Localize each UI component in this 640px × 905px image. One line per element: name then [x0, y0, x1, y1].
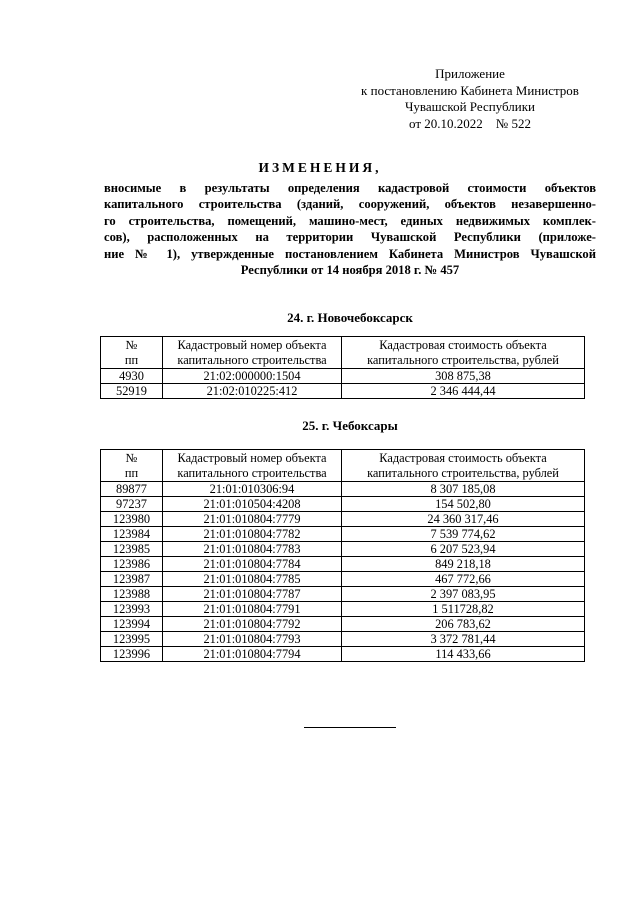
table-row [101, 482, 585, 497]
subtitle-line: капитального строительства (зданий, сооружений, объектов незавершенно- [104, 197, 596, 212]
table-header-row [101, 337, 585, 369]
row-cadastral-value: 6 207 523,94 [342, 542, 585, 557]
subtitle-line: ние № 1), утвержденные постановлением Кабинета Министров Чувашской [104, 246, 596, 261]
table-row [101, 602, 585, 617]
row-number: 123987 [101, 572, 163, 587]
table-row [101, 527, 585, 542]
appendix-line: к постановлению Кабинета Министров [361, 82, 579, 98]
header-text: капитального строительства, рублей [367, 465, 559, 480]
table-row [101, 369, 585, 384]
row-number: 123996 [101, 647, 163, 662]
appendix-line: Приложение [435, 66, 505, 81]
header-text: Кадастровый номер объекта [177, 451, 327, 465]
row-cadastral-value: 206 783,62 [342, 617, 585, 632]
row-number: 89877 [101, 482, 163, 497]
header-text: № [125, 451, 138, 465]
table-row [101, 632, 585, 647]
header-text: капитального строительства, рублей [367, 352, 559, 367]
table-row [101, 557, 585, 572]
row-cadastral-number: 21:01:010804:7787 [163, 587, 342, 602]
row-cadastral-value: 8 307 185,08 [342, 482, 585, 497]
table-row [101, 384, 585, 399]
header-number [101, 450, 163, 482]
table-row [101, 512, 585, 527]
row-cadastral-value: 849 218,18 [342, 557, 585, 572]
header-cadastral-number [163, 337, 342, 369]
cadastral-table-cheboksary [100, 449, 585, 662]
section-title-cheboksary: 25. г. Чебоксары [302, 418, 398, 433]
row-cadastral-value: 154 502,80 [342, 497, 585, 512]
header-text: капитального строительства [177, 465, 327, 480]
table-row [101, 617, 585, 632]
row-cadastral-value: 7 539 774,62 [342, 527, 585, 542]
row-cadastral-number: 21:01:010504:4208 [163, 497, 342, 512]
table-header-row [101, 450, 585, 482]
header-text: капитального строительства [177, 352, 327, 367]
row-number: 52919 [101, 384, 163, 399]
row-cadastral-value: 308 875,38 [342, 369, 585, 384]
document-subtitle [104, 180, 596, 278]
row-number: 123995 [101, 632, 163, 647]
row-number: 4930 [101, 369, 163, 384]
row-cadastral-number: 21:01:010804:7792 [163, 617, 342, 632]
document-title: ИЗМЕНЕНИЯ, [258, 160, 382, 175]
row-number: 123994 [101, 617, 163, 632]
row-cadastral-number: 21:01:010804:7794 [163, 647, 342, 662]
row-cadastral-value: 1 511728,82 [342, 602, 585, 617]
row-number: 123984 [101, 527, 163, 542]
table-row [101, 572, 585, 587]
row-cadastral-value: 2 346 444,44 [342, 384, 585, 399]
row-cadastral-number: 21:01:010804:7793 [163, 632, 342, 647]
header-text: пп [124, 352, 139, 367]
end-of-document-rule [304, 727, 396, 728]
appendix-date-number: от 20.10.2022 № 522 [409, 115, 531, 131]
row-cadastral-number: 21:01:010804:7784 [163, 557, 342, 572]
table-row [101, 497, 585, 512]
row-cadastral-number: 21:01:010804:7782 [163, 527, 342, 542]
header-cadastral-value [342, 450, 585, 482]
header-cadastral-value [342, 337, 585, 369]
row-cadastral-value: 3 372 781,44 [342, 632, 585, 647]
appendix-block [340, 66, 600, 132]
header-text: Кадастровая стоимость объекта [379, 451, 547, 465]
row-cadastral-value: 114 433,66 [342, 647, 585, 662]
row-cadastral-number: 21:01:010306:94 [163, 482, 342, 497]
row-cadastral-number: 21:01:010804:7791 [163, 602, 342, 617]
row-cadastral-value: 467 772,66 [342, 572, 585, 587]
table-row [101, 587, 585, 602]
row-number: 97237 [101, 497, 163, 512]
row-cadastral-number: 21:02:010225:412 [163, 384, 342, 399]
row-cadastral-number: 21:01:010804:7783 [163, 542, 342, 557]
table-row [101, 542, 585, 557]
header-text: Кадастровая стоимость объекта [379, 338, 547, 352]
subtitle-line: вносимые в результаты определения кадастровой стоимости объектов [104, 181, 596, 195]
subtitle-line: го строительства, помещений, машино-мест, единых недвижимых комплек- [104, 213, 596, 228]
appendix-line: Чувашской Республики [404, 99, 536, 114]
header-number [101, 337, 163, 369]
row-cadastral-number: 21:01:010804:7779 [163, 512, 342, 527]
row-cadastral-value: 24 360 317,46 [342, 512, 585, 527]
row-number: 123988 [101, 587, 163, 602]
header-cadastral-number [163, 450, 342, 482]
header-text: № [125, 338, 138, 352]
section-title-novocheboksarsk: 24. г. Новочебоксарск [287, 310, 413, 325]
row-number: 123993 [101, 602, 163, 617]
row-cadastral-value: 2 397 083,95 [342, 587, 585, 602]
header-text: пп [124, 465, 139, 480]
cadastral-table-novocheboksarsk [100, 336, 585, 399]
header-text: Кадастровый номер объекта [177, 338, 327, 352]
subtitle-line: Республики от 14 ноября 2018 г. № 457 [240, 263, 460, 278]
subtitle-line: сов), расположенных на территории Чувашской Республики (приложе- [104, 230, 596, 245]
table-row [101, 647, 585, 662]
row-cadastral-number: 21:02:000000:1504 [163, 369, 342, 384]
row-number: 123985 [101, 542, 163, 557]
row-number: 123980 [101, 512, 163, 527]
row-cadastral-number: 21:01:010804:7785 [163, 572, 342, 587]
row-number: 123986 [101, 557, 163, 572]
